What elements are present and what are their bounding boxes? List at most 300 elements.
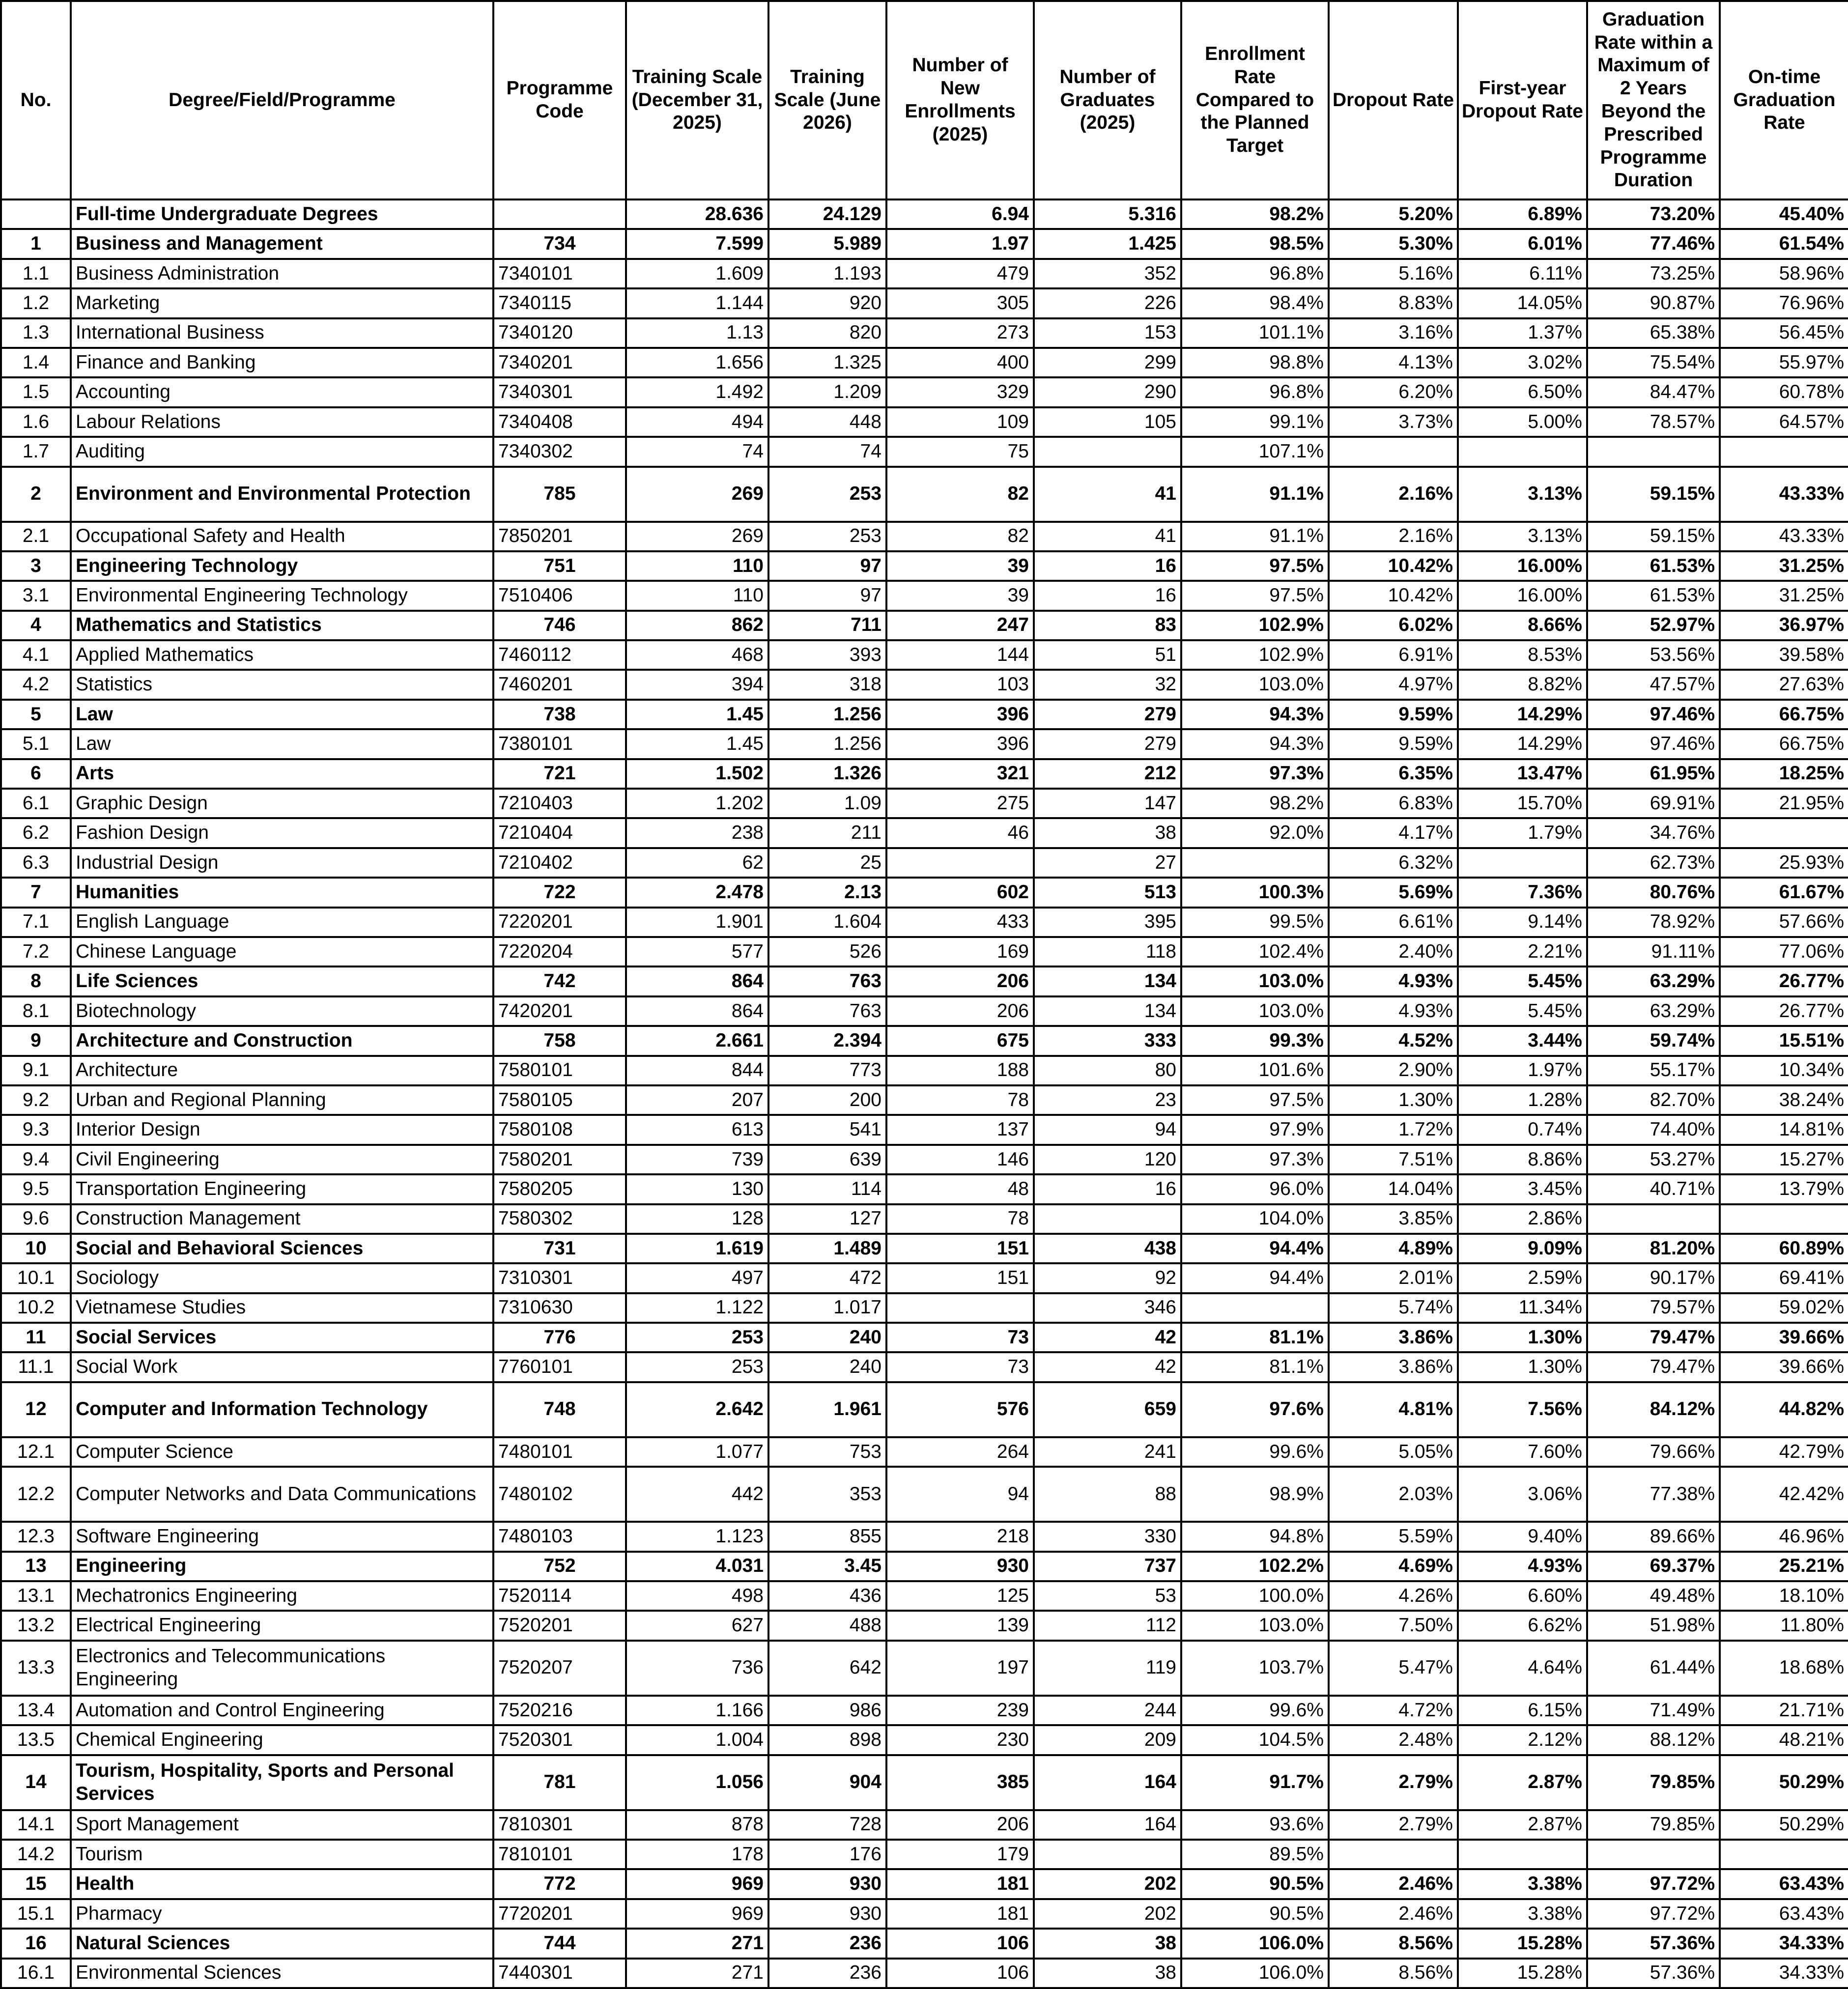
cell-no: 14.1	[1, 1810, 71, 1840]
cell-ontime-graduation: 69.41%	[1720, 1263, 1848, 1293]
group-row	[1, 1929, 1848, 1958]
cell-scale-jun: 253	[768, 522, 886, 551]
cell-first-year-dropout: 1.37%	[1458, 318, 1587, 348]
cell-dropout-rate: 4.69%	[1329, 1552, 1458, 1581]
cell-scale-jun: 472	[768, 1263, 886, 1293]
cell-ontime-graduation: 50.29%	[1720, 1810, 1848, 1840]
cell-graduates: 120	[1034, 1145, 1181, 1174]
cell-scale-dec: 74	[626, 437, 768, 466]
cell-new-enrollments: 396	[886, 729, 1034, 759]
cell-no: 7.2	[1, 937, 71, 966]
cell-enrollment-rate: 98.2%	[1181, 789, 1329, 818]
cell-code: 752	[493, 1552, 626, 1581]
cell-new-enrollments: 94	[886, 1467, 1034, 1522]
cell-enrollment-rate	[1181, 1293, 1329, 1323]
cell-code: 7720201	[493, 1899, 626, 1929]
cell-scale-dec: 736	[626, 1641, 768, 1696]
cell-graduates: 92	[1034, 1263, 1181, 1293]
cell-new-enrollments: 675	[886, 1026, 1034, 1055]
table-row	[1, 640, 1848, 670]
cell-dropout-rate: 4.81%	[1329, 1382, 1458, 1437]
cell-first-year-dropout: 6.15%	[1458, 1696, 1587, 1725]
cell-graduation-2yr: 40.71%	[1587, 1174, 1720, 1204]
cell-dropout-rate: 6.32%	[1329, 848, 1458, 878]
cell-dropout-rate: 8.56%	[1329, 1959, 1458, 1988]
cell-programme: Law	[71, 729, 493, 759]
cell-ontime-graduation: 58.96%	[1720, 259, 1848, 288]
cell-programme: Social and Behavioral Sciences	[71, 1234, 493, 1263]
cell-scale-dec: 110	[626, 551, 768, 581]
cell-enrollment-rate: 103.0%	[1181, 670, 1329, 699]
cell-scale-jun: 930	[768, 1899, 886, 1929]
cell-new-enrollments	[886, 848, 1034, 878]
cell-ontime-graduation: 11.80%	[1720, 1611, 1848, 1640]
cell-graduates: 38	[1034, 1959, 1181, 1988]
cell-graduation-2yr: 75.54%	[1587, 348, 1720, 377]
cell-ontime-graduation: 55.97%	[1720, 348, 1848, 377]
cell-graduation-2yr: 59.15%	[1587, 467, 1720, 522]
cell-no: 9.6	[1, 1204, 71, 1234]
cell-graduation-2yr: 63.29%	[1587, 996, 1720, 1026]
cell-no: 2.1	[1, 522, 71, 551]
cell-graduates: 659	[1034, 1382, 1181, 1437]
cell-no: 3	[1, 551, 71, 581]
cell-scale-dec: 1.056	[626, 1755, 768, 1810]
cell-graduates: 1.425	[1034, 229, 1181, 258]
cell-scale-dec: 1.144	[626, 288, 768, 318]
cell-graduation-2yr: 63.29%	[1587, 966, 1720, 996]
cell-programme: Vietnamese Studies	[71, 1293, 493, 1323]
table-row	[1, 348, 1848, 377]
cell-code: 7310301	[493, 1263, 626, 1293]
cell-enrollment-rate: 94.4%	[1181, 1263, 1329, 1293]
cell-enrollment-rate: 89.5%	[1181, 1840, 1329, 1869]
cell-programme: Electronics and Telecommunications Engineering	[71, 1641, 493, 1696]
cell-scale-dec: 1.166	[626, 1696, 768, 1725]
cell-graduates: 330	[1034, 1522, 1181, 1551]
cell-new-enrollments: 188	[886, 1056, 1034, 1085]
cell-enrollment-rate: 106.0%	[1181, 1959, 1329, 1988]
cell-code: 7810101	[493, 1840, 626, 1869]
cell-code: 734	[493, 229, 626, 258]
cell-graduation-2yr: 79.57%	[1587, 1293, 1720, 1323]
table-row	[1, 1899, 1848, 1929]
cell-graduates: 42	[1034, 1352, 1181, 1382]
cell-enrollment-rate: 96.8%	[1181, 259, 1329, 288]
cell-scale-dec: 864	[626, 996, 768, 1026]
cell-first-year-dropout: 3.45%	[1458, 1174, 1587, 1204]
cell-programme: Engineering	[71, 1552, 493, 1581]
cell-first-year-dropout: 5.45%	[1458, 966, 1587, 996]
cell-first-year-dropout: 3.13%	[1458, 522, 1587, 551]
table-row	[1, 581, 1848, 610]
cell-dropout-rate: 5.16%	[1329, 259, 1458, 288]
header-graduation-2yr: Graduation Rate within a Maximum of 2 Years Beyond the Prescribed Programme Duration	[1587, 1, 1720, 199]
cell-new-enrollments: 82	[886, 522, 1034, 551]
cell-no: 10	[1, 1234, 71, 1263]
cell-ontime-graduation: 42.79%	[1720, 1437, 1848, 1467]
cell-graduation-2yr: 79.85%	[1587, 1755, 1720, 1810]
cell-enrollment-rate: 97.5%	[1181, 1085, 1329, 1115]
cell-ontime-graduation	[1720, 818, 1848, 848]
cell-enrollment-rate: 102.2%	[1181, 1552, 1329, 1581]
cell-programme: Environmental Engineering Technology	[71, 581, 493, 610]
cell-ontime-graduation: 18.10%	[1720, 1581, 1848, 1611]
cell-code: 7810301	[493, 1810, 626, 1840]
cell-programme: Occupational Safety and Health	[71, 522, 493, 551]
table-row	[1, 1085, 1848, 1115]
cell-graduates: 290	[1034, 377, 1181, 407]
cell-scale-dec: 1.45	[626, 729, 768, 759]
cell-graduates: 153	[1034, 318, 1181, 348]
cell-programme: Construction Management	[71, 1204, 493, 1234]
cell-scale-jun: 820	[768, 318, 886, 348]
cell-enrollment-rate: 102.9%	[1181, 611, 1329, 640]
cell-no: 7.1	[1, 908, 71, 937]
cell-scale-jun: 1.017	[768, 1293, 886, 1323]
cell-no: 9.4	[1, 1145, 71, 1174]
cell-graduation-2yr: 79.85%	[1587, 1810, 1720, 1840]
table-row	[1, 288, 1848, 318]
cell-graduation-2yr: 61.44%	[1587, 1641, 1720, 1696]
cell-new-enrollments: 78	[886, 1085, 1034, 1115]
cell-ontime-graduation: 48.21%	[1720, 1725, 1848, 1755]
cell-first-year-dropout: 2.87%	[1458, 1755, 1587, 1810]
cell-code: 776	[493, 1323, 626, 1352]
cell-dropout-rate: 6.02%	[1329, 611, 1458, 640]
cell-graduates: 41	[1034, 467, 1181, 522]
cell-scale-jun: 1.209	[768, 377, 886, 407]
cell-first-year-dropout: 4.64%	[1458, 1641, 1587, 1696]
cell-ontime-graduation: 63.43%	[1720, 1869, 1848, 1899]
cell-graduates: 112	[1034, 1611, 1181, 1640]
cell-first-year-dropout: 1.28%	[1458, 1085, 1587, 1115]
cell-ontime-graduation: 31.25%	[1720, 551, 1848, 581]
cell-code: 746	[493, 611, 626, 640]
cell-enrollment-rate: 103.0%	[1181, 966, 1329, 996]
cell-new-enrollments: 144	[886, 640, 1034, 670]
cell-programme: Accounting	[71, 377, 493, 407]
table-row	[1, 1611, 1848, 1640]
cell-first-year-dropout: 3.13%	[1458, 467, 1587, 522]
cell-graduation-2yr: 52.97%	[1587, 611, 1720, 640]
table-row	[1, 1056, 1848, 1085]
cell-first-year-dropout: 8.82%	[1458, 670, 1587, 699]
cell-new-enrollments: 139	[886, 1611, 1034, 1640]
cell-scale-dec: 394	[626, 670, 768, 699]
cell-scale-dec: 1.202	[626, 789, 768, 818]
cell-dropout-rate: 2.46%	[1329, 1869, 1458, 1899]
table-row	[1, 1293, 1848, 1323]
cell-ontime-graduation	[1720, 1204, 1848, 1234]
cell-code: 7220201	[493, 908, 626, 937]
cell-ontime-graduation: 50.29%	[1720, 1755, 1848, 1810]
cell-graduation-2yr: 79.66%	[1587, 1437, 1720, 1467]
cell-first-year-dropout: 8.53%	[1458, 640, 1587, 670]
table-row	[1, 522, 1848, 551]
cell-scale-dec: 1.656	[626, 348, 768, 377]
cell-new-enrollments: 218	[886, 1522, 1034, 1551]
cell-no: 12.1	[1, 1437, 71, 1467]
cell-enrollment-rate: 97.5%	[1181, 551, 1329, 581]
cell-enrollment-rate: 97.6%	[1181, 1382, 1329, 1437]
cell-code: 7580302	[493, 1204, 626, 1234]
cell-programme: Social Work	[71, 1352, 493, 1382]
cell-scale-jun: 763	[768, 966, 886, 996]
cell-graduates	[1034, 1204, 1181, 1234]
cell-graduates: 212	[1034, 759, 1181, 789]
cell-graduation-2yr: 89.66%	[1587, 1522, 1720, 1551]
table-row	[1, 407, 1848, 437]
group-row	[1, 1234, 1848, 1263]
cell-new-enrollments: 400	[886, 348, 1034, 377]
cell-enrollment-rate: 101.1%	[1181, 318, 1329, 348]
cell-dropout-rate: 7.50%	[1329, 1611, 1458, 1640]
cell-graduates: 352	[1034, 259, 1181, 288]
cell-new-enrollments: 264	[886, 1437, 1034, 1467]
cell-graduates: 299	[1034, 348, 1181, 377]
cell-programme: Tourism, Hospitality, Sports and Personal Services	[71, 1755, 493, 1810]
cell-graduates: 241	[1034, 1437, 1181, 1467]
table-row	[1, 318, 1848, 348]
cell-programme: Business Administration	[71, 259, 493, 288]
cell-scale-dec: 613	[626, 1115, 768, 1144]
cell-dropout-rate: 2.16%	[1329, 467, 1458, 522]
cell-no: 4	[1, 611, 71, 640]
cell-scale-jun: 5.989	[768, 229, 886, 258]
cell-new-enrollments: 39	[886, 581, 1034, 610]
cell-new-enrollments: 73	[886, 1352, 1034, 1382]
cell-enrollment-rate: 106.0%	[1181, 1929, 1329, 1958]
cell-dropout-rate: 6.91%	[1329, 640, 1458, 670]
cell-programme: Arts	[71, 759, 493, 789]
cell-graduates: 94	[1034, 1115, 1181, 1144]
cell-code: 7210402	[493, 848, 626, 878]
cell-scale-jun: 176	[768, 1840, 886, 1869]
cell-dropout-rate	[1329, 437, 1458, 466]
table-row	[1, 996, 1848, 1026]
cell-ontime-graduation: 39.58%	[1720, 640, 1848, 670]
cell-enrollment-rate: 99.5%	[1181, 908, 1329, 937]
cell-graduation-2yr: 79.47%	[1587, 1352, 1720, 1382]
cell-scale-dec: 62	[626, 848, 768, 878]
cell-scale-jun: 114	[768, 1174, 886, 1204]
cell-code: 7340201	[493, 348, 626, 377]
cell-programme: Mechatronics Engineering	[71, 1581, 493, 1611]
group-row	[1, 1323, 1848, 1352]
cell-no: 16	[1, 1929, 71, 1958]
cell-graduation-2yr: 80.76%	[1587, 878, 1720, 907]
cell-enrollment-rate: 81.1%	[1181, 1352, 1329, 1382]
cell-programme: Tourism	[71, 1840, 493, 1869]
group-row	[1, 759, 1848, 789]
cell-no: 11.1	[1, 1352, 71, 1382]
cell-first-year-dropout: 15.70%	[1458, 789, 1587, 818]
cell-scale-dec: 497	[626, 1263, 768, 1293]
cell-dropout-rate: 6.20%	[1329, 377, 1458, 407]
cell-graduation-2yr: 59.15%	[1587, 522, 1720, 551]
cell-ontime-graduation: 44.82%	[1720, 1382, 1848, 1437]
cell-ontime-graduation: 60.89%	[1720, 1234, 1848, 1263]
cell-no: 9.1	[1, 1056, 71, 1085]
cell-scale-dec: 110	[626, 581, 768, 610]
cell-no: 13.5	[1, 1725, 71, 1755]
cell-scale-jun: 1.256	[768, 729, 886, 759]
cell-first-year-dropout	[1458, 848, 1587, 878]
cell-ontime-graduation: 76.96%	[1720, 288, 1848, 318]
cell-graduates: 147	[1034, 789, 1181, 818]
cell-new-enrollments: 197	[886, 1641, 1034, 1696]
table-row	[1, 1810, 1848, 1840]
cell-scale-jun: 1.604	[768, 908, 886, 937]
cell-scale-dec: 4.031	[626, 1552, 768, 1581]
cell-graduation-2yr: 55.17%	[1587, 1056, 1720, 1085]
cell-no: 6.2	[1, 818, 71, 848]
cell-dropout-rate: 9.59%	[1329, 729, 1458, 759]
cell-programme: Labour Relations	[71, 407, 493, 437]
table-row	[1, 1696, 1848, 1725]
cell-no: 6.3	[1, 848, 71, 878]
cell-graduates: 42	[1034, 1323, 1181, 1352]
table-row	[1, 729, 1848, 759]
cell-new-enrollments: 273	[886, 318, 1034, 348]
cell-code: 7580108	[493, 1115, 626, 1144]
cell-graduation-2yr: 65.38%	[1587, 318, 1720, 348]
cell-no: 11	[1, 1323, 71, 1352]
cell-dropout-rate: 4.89%	[1329, 1234, 1458, 1263]
header-first-year-dropout: First-year Dropout Rate	[1458, 1, 1587, 199]
cell-scale-jun: 930	[768, 1869, 886, 1899]
cell-code: 7580101	[493, 1056, 626, 1085]
cell-first-year-dropout: 1.30%	[1458, 1323, 1587, 1352]
cell-scale-jun: 200	[768, 1085, 886, 1115]
cell-no: 2	[1, 467, 71, 522]
cell-ontime-graduation: 14.81%	[1720, 1115, 1848, 1144]
cell-dropout-rate: 8.83%	[1329, 288, 1458, 318]
cell-dropout-rate: 5.30%	[1329, 229, 1458, 258]
cell-scale-jun: 920	[768, 288, 886, 318]
cell-first-year-dropout: 14.29%	[1458, 729, 1587, 759]
cell-new-enrollments: 109	[886, 407, 1034, 437]
cell-no: 13	[1, 1552, 71, 1581]
cell-ontime-graduation	[1720, 1840, 1848, 1869]
cell-no: 9.5	[1, 1174, 71, 1204]
cell-ontime-graduation: 66.75%	[1720, 729, 1848, 759]
cell-enrollment-rate: 90.5%	[1181, 1869, 1329, 1899]
cell-graduation-2yr: 84.47%	[1587, 377, 1720, 407]
cell-enrollment-rate: 81.1%	[1181, 1323, 1329, 1352]
cell-enrollment-rate: 90.5%	[1181, 1899, 1329, 1929]
cell-scale-dec: 1.077	[626, 1437, 768, 1467]
cell-no: 1.6	[1, 407, 71, 437]
cell-first-year-dropout: 6.11%	[1458, 259, 1587, 288]
cell-first-year-dropout: 3.38%	[1458, 1869, 1587, 1899]
cell-first-year-dropout: 13.47%	[1458, 759, 1587, 789]
cell-graduation-2yr: 61.53%	[1587, 551, 1720, 581]
cell-scale-jun: 24.129	[768, 199, 886, 229]
cell-first-year-dropout: 6.01%	[1458, 229, 1587, 258]
cell-graduates: 202	[1034, 1869, 1181, 1899]
cell-code: 7850201	[493, 522, 626, 551]
cell-no: 5	[1, 700, 71, 729]
cell-first-year-dropout: 1.79%	[1458, 818, 1587, 848]
cell-graduation-2yr: 53.56%	[1587, 640, 1720, 670]
cell-programme: International Business	[71, 318, 493, 348]
cell-enrollment-rate: 103.7%	[1181, 1641, 1329, 1696]
table-row	[1, 937, 1848, 966]
cell-scale-dec: 271	[626, 1929, 768, 1958]
cell-enrollment-rate: 97.9%	[1181, 1115, 1329, 1144]
cell-no: 1.7	[1, 437, 71, 466]
cell-code: 7340120	[493, 318, 626, 348]
cell-first-year-dropout: 9.09%	[1458, 1234, 1587, 1263]
cell-dropout-rate: 6.35%	[1329, 759, 1458, 789]
table-row	[1, 1263, 1848, 1293]
cell-first-year-dropout: 14.05%	[1458, 288, 1587, 318]
table-row	[1, 377, 1848, 407]
cell-no: 9.2	[1, 1085, 71, 1115]
cell-scale-jun: 1.256	[768, 700, 886, 729]
cell-scale-dec: 253	[626, 1352, 768, 1382]
cell-first-year-dropout: 8.86%	[1458, 1145, 1587, 1174]
cell-first-year-dropout: 2.86%	[1458, 1204, 1587, 1234]
cell-graduation-2yr: 69.37%	[1587, 1552, 1720, 1581]
cell-graduates: 80	[1034, 1056, 1181, 1085]
cell-graduation-2yr: 90.87%	[1587, 288, 1720, 318]
table-row	[1, 670, 1848, 699]
cell-first-year-dropout: 9.14%	[1458, 908, 1587, 937]
cell-ontime-graduation: 36.97%	[1720, 611, 1848, 640]
group-row	[1, 1382, 1848, 1437]
cell-enrollment-rate: 98.8%	[1181, 348, 1329, 377]
cell-graduation-2yr: 97.72%	[1587, 1869, 1720, 1899]
cell-enrollment-rate: 98.4%	[1181, 288, 1329, 318]
cell-enrollment-rate: 91.1%	[1181, 467, 1329, 522]
cell-graduates: 333	[1034, 1026, 1181, 1055]
cell-graduates: 88	[1034, 1467, 1181, 1522]
cell-new-enrollments: 230	[886, 1725, 1034, 1755]
cell-new-enrollments: 82	[886, 467, 1034, 522]
cell-code: 7340301	[493, 377, 626, 407]
cell-no: 12.3	[1, 1522, 71, 1551]
cell-graduates: 279	[1034, 729, 1181, 759]
cell-scale-dec: 269	[626, 467, 768, 522]
cell-first-year-dropout: 7.36%	[1458, 878, 1587, 907]
cell-ontime-graduation: 10.34%	[1720, 1056, 1848, 1085]
cell-graduation-2yr: 51.98%	[1587, 1611, 1720, 1640]
cell-graduation-2yr: 91.11%	[1587, 937, 1720, 966]
cell-no: 12.2	[1, 1467, 71, 1522]
cell-scale-dec: 627	[626, 1611, 768, 1640]
cell-enrollment-rate: 96.0%	[1181, 1174, 1329, 1204]
cell-scale-dec: 238	[626, 818, 768, 848]
cell-graduates: 118	[1034, 937, 1181, 966]
cell-graduates: 41	[1034, 522, 1181, 551]
cell-first-year-dropout: 2.87%	[1458, 1810, 1587, 1840]
cell-graduation-2yr	[1587, 1204, 1720, 1234]
cell-graduates: 226	[1034, 288, 1181, 318]
cell-graduates: 32	[1034, 670, 1181, 699]
cell-graduation-2yr: 82.70%	[1587, 1085, 1720, 1115]
cell-first-year-dropout: 3.38%	[1458, 1899, 1587, 1929]
cell-scale-jun: 904	[768, 1755, 886, 1810]
cell-programme: Environmental Sciences	[71, 1959, 493, 1988]
group-row	[1, 1026, 1848, 1055]
cell-programme: Fashion Design	[71, 818, 493, 848]
cell-programme: Chinese Language	[71, 937, 493, 966]
cell-no: 13.2	[1, 1611, 71, 1640]
cell-scale-jun: 436	[768, 1581, 886, 1611]
